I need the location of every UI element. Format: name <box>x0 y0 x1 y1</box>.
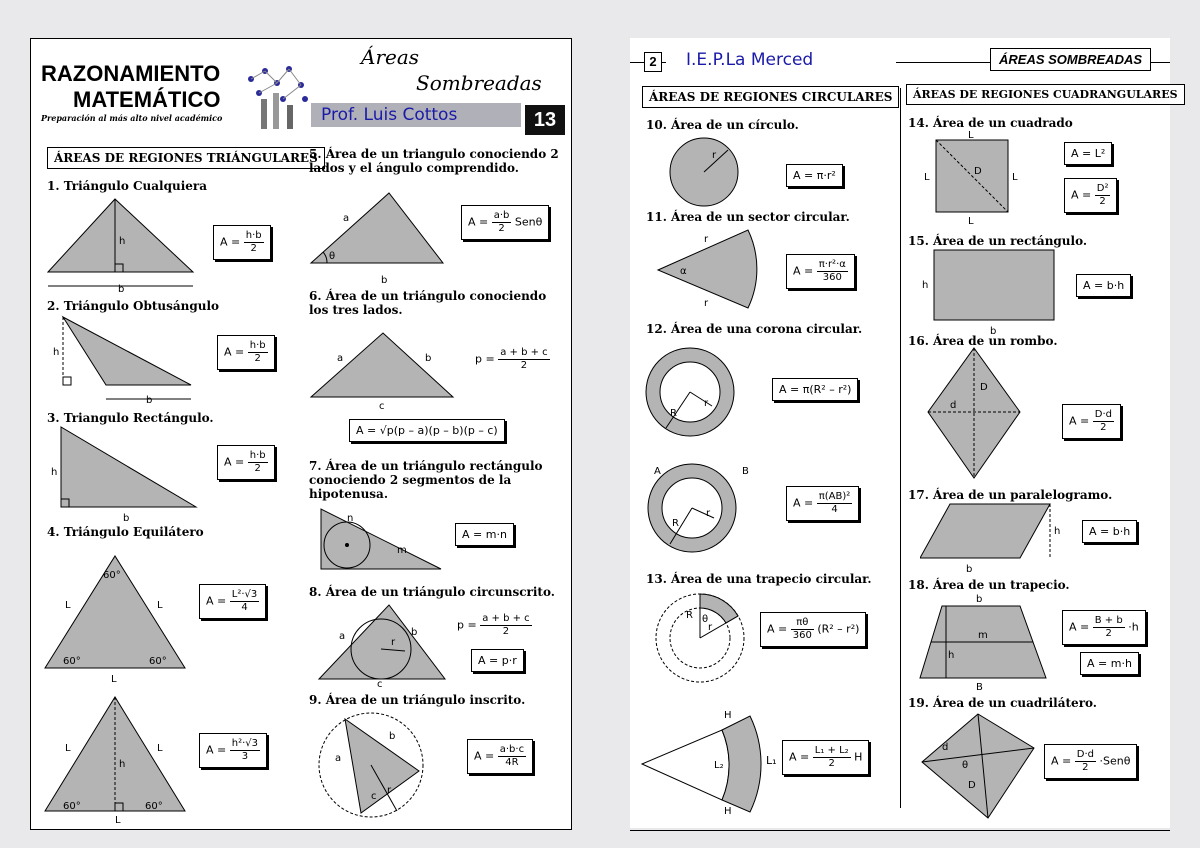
formula-10: A = π·r² <box>786 164 843 187</box>
figure-quadrilateral <box>918 710 1038 822</box>
formula-5: A = $\frac{a\cdot b}{2}$ Senθ <box>461 205 549 240</box>
item-13-title: 13. Área de una trapecio circular. <box>646 572 872 586</box>
figure-annulus <box>642 344 738 440</box>
svg-text:h: h <box>53 347 60 358</box>
svg-text:R: R <box>670 408 677 419</box>
svg-text:m: m <box>978 630 988 641</box>
formula-1: A = $\frac{h\cdot b}{2}$ <box>213 225 271 260</box>
formula-8b: A = p·r <box>471 649 524 672</box>
svg-text:b: b <box>425 353 432 364</box>
svg-text:b: b <box>381 275 388 286</box>
formula-2: A = $\frac{h\cdot b}{2}$ <box>217 335 275 370</box>
svg-text:r: r <box>387 785 392 796</box>
svg-text:D: D <box>980 382 988 393</box>
svg-text:A: A <box>654 466 661 477</box>
svg-text:B: B <box>976 682 983 692</box>
item-11-title: 11. Área de un sector circular. <box>646 210 850 224</box>
svg-text:b: b <box>966 564 973 575</box>
item-16-title: 16. Área de un rombo. <box>908 334 1058 348</box>
figure-triangle-inscribed <box>315 709 427 821</box>
svg-text:c: c <box>377 679 383 687</box>
svg-text:b: b <box>146 395 153 406</box>
svg-text:b: b <box>990 326 997 336</box>
svg-text:60°: 60° <box>63 801 81 812</box>
svg-text:b: b <box>411 627 418 638</box>
header-molecule-graphic <box>231 49 321 129</box>
svg-text:θ: θ <box>702 614 709 625</box>
formula-16: A = $\frac{D\cdot d}{2}$ <box>1062 404 1121 439</box>
school-name: I.E.P.La Merced <box>666 50 896 72</box>
item-17-title: 17. Área de un paralelogramo. <box>908 488 1113 502</box>
section-quadrangular-title: ÁREAS DE REGIONES CUADRANGULARES <box>906 84 1185 105</box>
svg-text:a: a <box>343 213 350 224</box>
formula-12: A = π(R² – r²) <box>772 378 858 401</box>
svg-text:h: h <box>51 467 58 478</box>
figure-triangle-any <box>43 194 203 294</box>
figure-rhombus <box>924 344 1024 484</box>
figure-circle <box>666 134 746 210</box>
section-circular-title: ÁREAS DE REGIONES CIRCULARES <box>642 86 899 108</box>
figure-parallelogram <box>920 500 1070 576</box>
svg-text:b: b <box>123 513 130 524</box>
svg-text:R: R <box>686 610 693 621</box>
formula-4b: A = $\frac{\text{h²·√3}}{3}$ <box>199 733 267 768</box>
item-19-title: 19. Área de un cuadrilátero. <box>908 696 1097 710</box>
svg-text:L: L <box>157 600 163 611</box>
book-title-line1: RAZONAMIENTO <box>41 61 221 86</box>
formula-18b: A = m·h <box>1080 652 1139 675</box>
svg-text:d: d <box>950 400 957 411</box>
item-1-title: 1. Triángulo Cualquiera <box>47 179 208 193</box>
svg-text:D: D <box>968 780 976 791</box>
svg-text:r: r <box>391 637 396 648</box>
svg-text:H: H <box>724 806 732 817</box>
right-header <box>630 52 1170 74</box>
figure-square <box>922 130 1022 226</box>
item-4-title: 4. Triángulo Equilátero <box>47 525 204 539</box>
svg-text:n: n <box>347 513 354 524</box>
footer-rule <box>630 830 1170 831</box>
svg-text:h: h <box>948 650 955 661</box>
svg-text:a: a <box>339 631 346 642</box>
item-7-title: 7. Área de un triángulo rectángulo conociendo 2 segmentos de la hipotenusa. <box>309 459 543 501</box>
formula-13b: A = $\frac{\text{L₁ + L₂}}{2}$ H <box>782 740 869 775</box>
svg-text:L: L <box>65 600 71 611</box>
item-5-title: 5. Área de un triangulo conociendo 2 lados y el ángulo comprendido. <box>309 147 559 175</box>
figure-triangle-right <box>51 425 211 525</box>
label-b: b <box>118 284 125 294</box>
formula-13: A = $\frac{\pi\theta}{360}$ (R² – r²) <box>760 612 866 647</box>
svg-text:L: L <box>111 674 117 684</box>
svg-text:a: a <box>337 353 344 364</box>
header-sombreadas-word: Sombreadas <box>416 71 542 95</box>
formula-12b: A = $\frac{\text{π(AB)²}}{4}$ <box>786 486 859 521</box>
svg-text:b: b <box>976 594 983 605</box>
section-triangles-title: ÁREAS DE REGIONES TRIÁNGULARES <box>47 147 325 169</box>
figure-triangle-sss <box>307 329 457 409</box>
svg-text:B: B <box>742 466 749 477</box>
figure-circular-trapezoid-sector <box>638 708 768 818</box>
svg-text:θ: θ <box>962 760 969 771</box>
svg-text:L: L <box>924 172 930 183</box>
formula-9: A = $\frac{a\cdot b\cdot c}{4R}$ <box>467 739 533 774</box>
figure-triangle-equilateral <box>39 544 199 684</box>
item-3-title: 3. Triangulo Rectángulo. <box>47 411 214 425</box>
svg-text:60°: 60° <box>149 656 167 667</box>
svg-text:L: L <box>115 815 121 825</box>
figure-triangle-obtuse <box>51 313 211 413</box>
item-2-title: 2. Triángulo Obtusángulo <box>47 299 220 313</box>
formula-7: A = m·n <box>455 523 514 546</box>
item-9-title: 9. Área de un triángulo inscrito. <box>309 693 526 707</box>
svg-text:L: L <box>968 216 974 226</box>
svg-text:60°: 60° <box>103 570 121 581</box>
item-8-title: 8. Área de un triángulo circunscrito. <box>309 585 555 599</box>
svg-text:D: D <box>974 166 982 177</box>
svg-text:L: L <box>65 743 71 754</box>
figure-triangle-equilateral-height <box>39 689 199 825</box>
formula-8a: p = $\frac{a + b + c}{2}$ <box>457 613 530 637</box>
item-10-title: 10. Área de un círculo. <box>646 118 799 132</box>
item-14-title: 14. Área de un cuadrado <box>908 116 1073 130</box>
svg-text:L: L <box>968 130 974 141</box>
svg-text:h: h <box>119 759 126 770</box>
svg-text:r: r <box>704 234 709 245</box>
svg-text:c: c <box>379 401 385 409</box>
svg-text:60°: 60° <box>145 801 163 812</box>
formula-3: A = $\frac{h\cdot b}{2}$ <box>217 445 275 480</box>
figure-triangle-right-incircle <box>317 505 447 575</box>
svg-text:θ: θ <box>329 251 336 262</box>
page-number-badge: 13 <box>525 105 565 135</box>
header-areas-word: Áreas <box>361 45 420 69</box>
right-page-number: 2 <box>644 52 662 72</box>
svg-text:r: r <box>712 150 717 161</box>
label-h: h <box>119 236 126 247</box>
item-15-title: 15. Área de un rectángulo. <box>908 234 1088 248</box>
formula-6b: A = √p(p – a)(p – b)(p – c) <box>349 419 505 442</box>
svg-text:L₂: L₂ <box>714 760 724 771</box>
figure-rectangle <box>920 246 1070 336</box>
svg-text:L: L <box>157 743 163 754</box>
formula-4: A = $\frac{\text{L²·√3}}{4}$ <box>199 584 266 619</box>
book-title-line2: MATEMÁTICO <box>73 87 221 112</box>
svg-text:60°: 60° <box>63 656 81 667</box>
formula-17: A = b·h <box>1082 520 1137 543</box>
svg-text:α: α <box>680 266 687 277</box>
formula-11: A = $\frac{\text{π·r²·α}}{360}$ <box>786 254 855 289</box>
svg-text:h: h <box>922 280 929 291</box>
svg-text:R: R <box>672 518 679 529</box>
figure-trapezoid <box>916 592 1056 692</box>
svg-text:d: d <box>942 742 949 753</box>
topic-label: ÁREAS SOMBREADAS <box>990 48 1151 71</box>
svg-text:r: r <box>708 622 713 633</box>
svg-text:m: m <box>397 545 407 556</box>
figure-triangle-circumscribed <box>315 601 450 687</box>
figure-circular-trapezoid <box>650 588 750 688</box>
item-18-title: 18. Área de un trapecio. <box>908 578 1070 592</box>
svg-text:b: b <box>389 731 396 742</box>
svg-text:a: a <box>335 753 342 764</box>
figure-circular-sector <box>652 224 772 310</box>
right-page <box>630 38 1178 828</box>
professor-name: Prof. Luis Cottos <box>311 103 521 127</box>
label-l1: L₁ <box>766 754 777 767</box>
svg-text:H: H <box>724 710 732 721</box>
item-6-title: 6. Área de un triángulo conociendo los tres lados. <box>309 289 547 317</box>
column-divider <box>900 88 901 808</box>
formula-6a: p = $\frac{a + b + c}{2}$ <box>475 347 548 371</box>
figure-triangle-sas <box>307 189 447 289</box>
svg-text:r: r <box>704 298 709 309</box>
svg-text:r: r <box>704 398 709 409</box>
formula-14b: A = $\frac{\text{D²}}{2}$ <box>1064 178 1117 213</box>
formula-15: A = b·h <box>1076 274 1131 297</box>
book-tagline: Preparación al más alto nivel académico <box>41 113 223 123</box>
left-page <box>30 38 572 830</box>
formula-19: A = $\frac{D\cdot d}{2}$ ·Senθ <box>1044 744 1137 779</box>
item-12-title: 12. Área de una corona circular. <box>646 322 863 336</box>
svg-text:h: h <box>1054 526 1061 537</box>
figure-annulus-chord <box>642 458 754 558</box>
svg-text:L: L <box>1012 172 1018 183</box>
formula-14a: A = L² <box>1064 142 1112 165</box>
formula-18a: A = $\frac{B + b}{2}$ ·h <box>1062 610 1146 645</box>
svg-text:c: c <box>371 791 377 802</box>
svg-text:r: r <box>706 508 711 519</box>
